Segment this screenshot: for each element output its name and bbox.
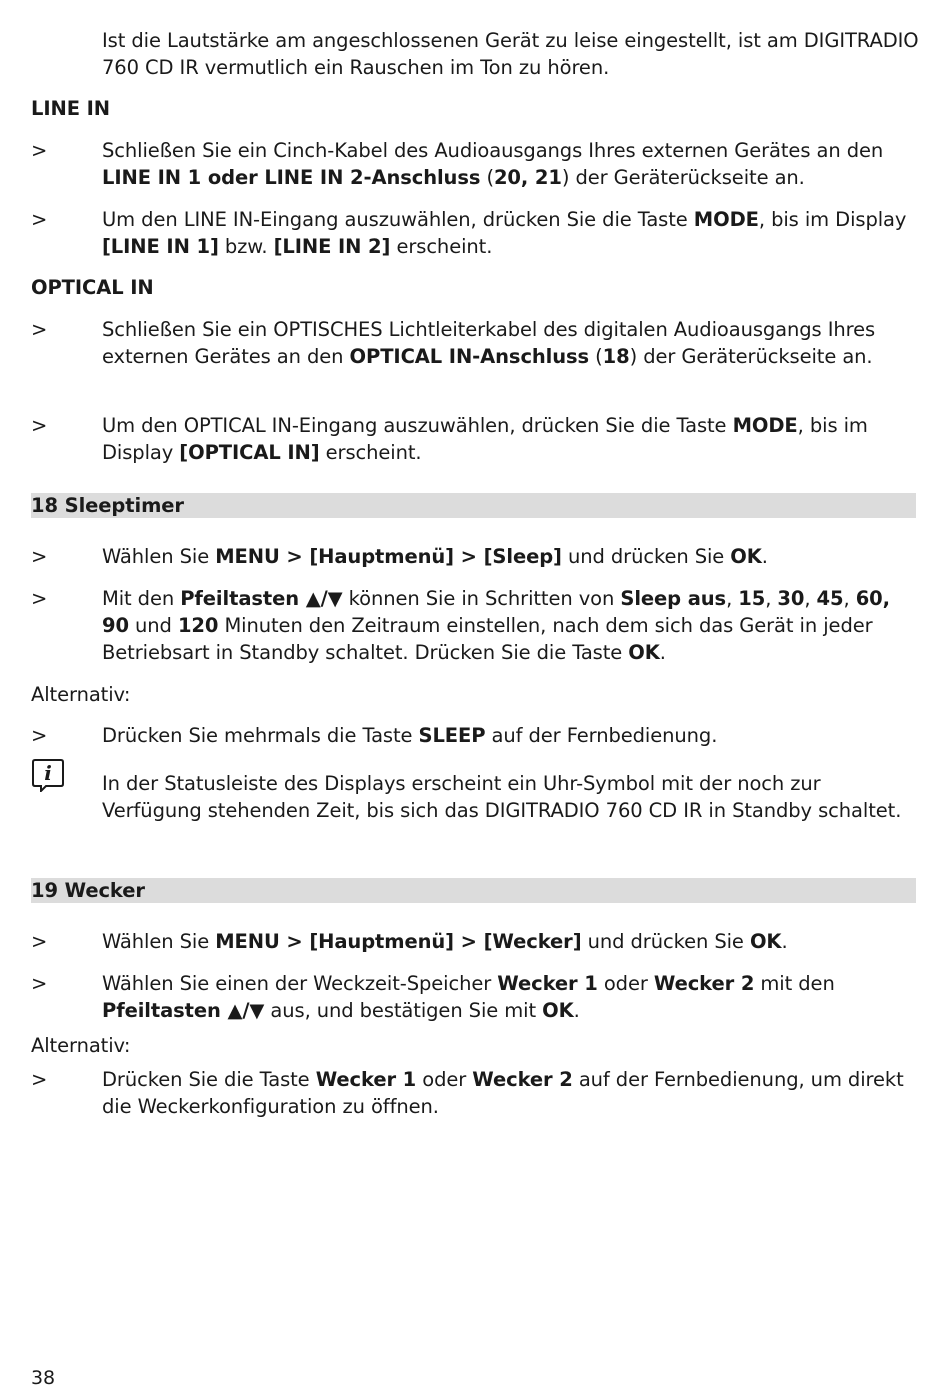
list-marker: > — [31, 208, 48, 231]
sleeptimer-section-heading: 18 Sleeptimer — [31, 493, 916, 518]
step-text: Um den LINE IN-Eingang auszuwählen, drücken Sie die Taste MODE, bis im Display [LINE IN 1] bzw. [LINE IN 2] erscheint. — [102, 208, 907, 258]
intro-paragraph: Ist die Lautstärke am angeschlossenen Gerät zu leise eingestellt, ist am DIGITRADIO 760 CD IR vermutlich ein Rauschen im Ton zu hören. — [102, 29, 919, 79]
svg-text:i: i — [44, 761, 52, 785]
optical-in-heading: OPTICAL IN — [31, 276, 154, 299]
step-text: Schließen Sie ein OPTISCHES Lichtleiterkabel des digitalen Audioausgangs Ihres externen Gerätes an den OPTICAL IN-Anschluss (18) der Geräterückseite an. — [102, 318, 876, 368]
wecker-section-heading: 19 Wecker — [31, 878, 916, 903]
sleeptimer-info-note: In der Statusleiste des Displays erscheint ein Uhr-Symbol mit der noch zur Verfügung stehenden Zeit, bis sich das DIGITRADIO 760 CD IR in Standby schaltet. — [102, 772, 902, 822]
step-text: Drücken Sie mehrmals die Taste SLEEP auf der Fernbedienung. — [102, 724, 718, 747]
step-text: Mit den Pfeiltasten ▲/▼ können Sie in Schritten von Sleep aus, 15, 30, 45, 60, 90 und 120 Minuten den Zeitraum einstellen, nach dem sich das Gerät in jeder Betriebsart in Standby schaltet. Drücken Sie die Taste OK. — [102, 587, 890, 664]
list-marker: > — [31, 414, 48, 437]
list-marker: > — [31, 1068, 48, 1091]
info-icon — [31, 758, 65, 792]
sleeptimer-alternativ-label: Alternativ: — [31, 683, 131, 706]
page-number: 38 — [31, 1367, 55, 1389]
step-text: Wählen Sie MENU > [Hauptmenü] > [Wecker] und drücken Sie OK. — [102, 930, 788, 953]
line-in-heading: LINE IN — [31, 97, 110, 120]
step-text: Wählen Sie einen der Weckzeit-Speicher Wecker 1 oder Wecker 2 mit den Pfeiltasten ▲/▼ aus, und bestätigen Sie mit OK. — [102, 972, 835, 1022]
step-text: Um den OPTICAL IN-Eingang auszuwählen, drücken Sie die Taste MODE, bis im Display [OPTICAL IN] erscheint. — [102, 414, 868, 464]
wecker-alternativ-label: Alternativ: — [31, 1034, 131, 1057]
list-marker: > — [31, 930, 48, 953]
step-text: Schließen Sie ein Cinch-Kabel des Audioausgangs Ihres externen Gerätes an den LINE IN 1 oder LINE IN 2-Anschluss (20, 21) der Geräterückseite an. — [102, 139, 884, 189]
list-marker: > — [31, 545, 48, 568]
step-text: Drücken Sie die Taste Wecker 1 oder Wecker 2 auf der Fernbedienung, um direkt die Weckerkonfiguration zu öffnen. — [102, 1068, 904, 1118]
list-marker: > — [31, 587, 48, 610]
step-text: Wählen Sie MENU > [Hauptmenü] > [Sleep] und drücken Sie OK. — [102, 545, 768, 568]
list-marker: > — [31, 972, 48, 995]
list-marker: > — [31, 318, 48, 341]
list-marker: > — [31, 139, 48, 162]
list-marker: > — [31, 724, 48, 747]
